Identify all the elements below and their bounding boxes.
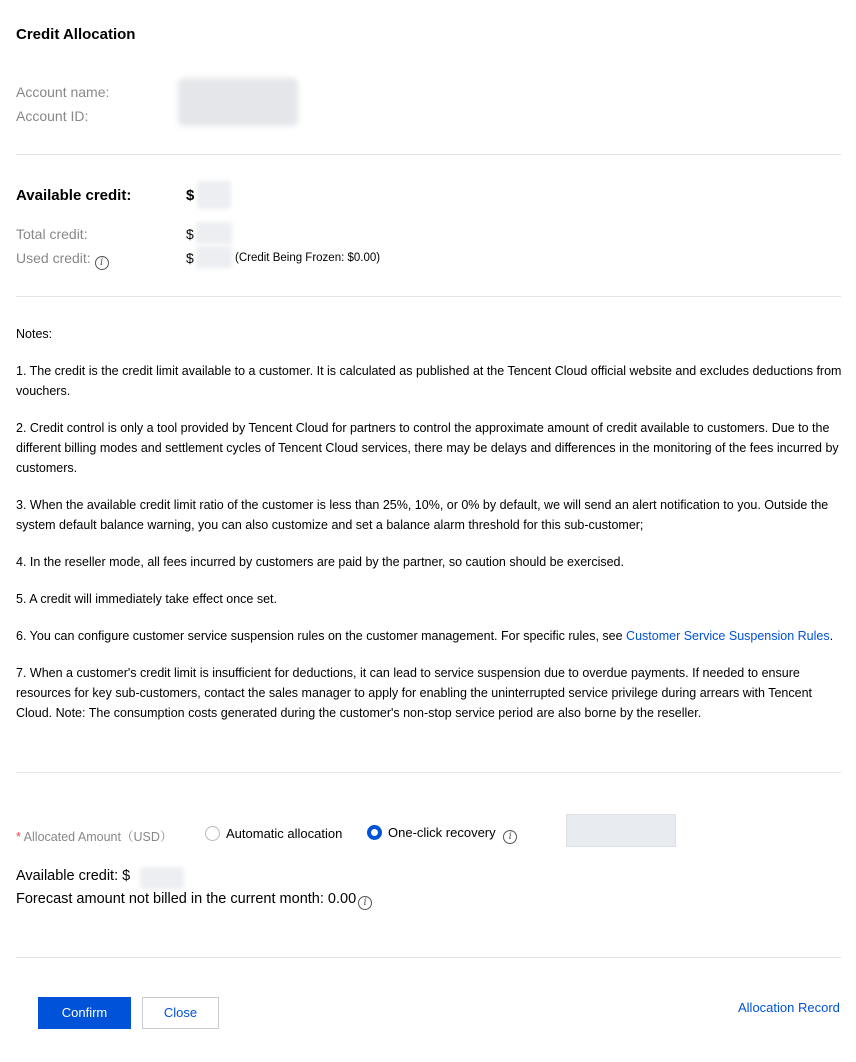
confirm-button[interactable]: Confirm: [38, 997, 131, 1029]
allocated-amount-label-text: Allocated Amount（USD）: [23, 830, 173, 844]
required-mark: *: [16, 830, 21, 844]
allocation-available-credit-redacted: [140, 867, 184, 889]
total-credit-label: Total credit:: [16, 226, 88, 242]
suspension-rules-link[interactable]: Customer Service Suspension Rules: [626, 629, 830, 643]
account-name-label: Account name:: [16, 84, 110, 100]
note-item: 2. Credit control is only a tool provided by Tencent Cloud for partners to control the approximate amount of credit available to customers. Due to the different billing modes and settlement cycles of Tencent Cloud services, there may be delays and differences in the monitoring of the fees incurred by customers.: [16, 421, 839, 475]
page-title: Credit Allocation: [16, 26, 136, 43]
account-id-label: Account ID:: [16, 108, 89, 124]
total-credit-value-redacted: [196, 222, 232, 244]
divider: [16, 296, 841, 297]
amount-input[interactable]: [566, 814, 676, 847]
used-credit-label-text: Used credit:: [16, 250, 91, 266]
note-item: 4. In the reseller mode, all fees incurred by customers are paid by the partner, so caution should be exercised.: [16, 555, 624, 569]
divider: [16, 772, 841, 773]
note-item: [16, 626, 842, 646]
allocation-record-link[interactable]: Allocation Record: [738, 1000, 840, 1015]
note-item-6-prefix: 6. You can configure customer service suspension rules on the customer management. For specific rules, see: [16, 629, 627, 643]
allocated-amount-label: [16, 827, 172, 845]
note-item: 1. The credit is the credit limit available to a customer. It is calculated as published at the Tencent Cloud official website and excludes deductions from vouchers.: [16, 364, 842, 398]
frozen-credit-note: (Credit Being Frozen: $0.00): [235, 252, 381, 264]
available-credit-currency: $: [186, 187, 195, 204]
forecast-amount: [16, 891, 372, 910]
info-icon[interactable]: i: [503, 830, 517, 844]
divider: [16, 957, 841, 958]
notes-section: [16, 324, 842, 740]
automatic-allocation-option[interactable]: [205, 826, 342, 841]
one-click-recovery-option[interactable]: [367, 825, 517, 844]
note-item: 5. A credit will immediately take effect once set.: [16, 592, 278, 606]
allocation-available-credit-label: Available credit: $: [16, 868, 131, 884]
account-info-redacted: [178, 78, 298, 126]
info-icon[interactable]: i: [358, 896, 372, 910]
automatic-allocation-label: Automatic allocation: [226, 826, 343, 841]
available-credit-label: Available credit:: [16, 187, 132, 204]
total-credit-currency: $: [186, 226, 194, 242]
used-credit-currency: $: [186, 250, 194, 266]
close-button[interactable]: Close: [142, 997, 219, 1029]
radio-checked-icon[interactable]: [367, 825, 382, 840]
forecast-amount-label: Forecast amount not billed in the current month: 0.00: [16, 891, 357, 907]
used-credit-label: [16, 250, 109, 270]
one-click-recovery-label: One-click recovery: [388, 825, 496, 840]
used-credit-value-redacted: [196, 246, 232, 268]
note-item-6-suffix: .: [829, 629, 834, 643]
info-icon[interactable]: i: [95, 256, 109, 270]
note-item: 7. When a customer's credit limit is insufficient for deductions, it can lead to service suspension due to overdue payments. If needed to ensure resources for key sub-customers, contact the sales manager to apply for enabling the uninterrupted service privilege during arrears with Tencent Cloud. Note: The consumption costs generated during the customer's non-stop service period are also borne by the reseller.: [16, 666, 813, 720]
notes-heading: Notes:: [16, 327, 53, 341]
note-item: 3. When the available credit limit ratio of the customer is less than 25%, 10%, or 0% by default, we will send an alert notification to you. Outside the system default balance warning, you can also customize and set a balance alarm threshold for this sub-customer;: [16, 498, 829, 532]
available-credit-value-redacted: [197, 181, 231, 209]
divider: [16, 154, 841, 155]
radio-unchecked-icon[interactable]: [205, 826, 220, 841]
